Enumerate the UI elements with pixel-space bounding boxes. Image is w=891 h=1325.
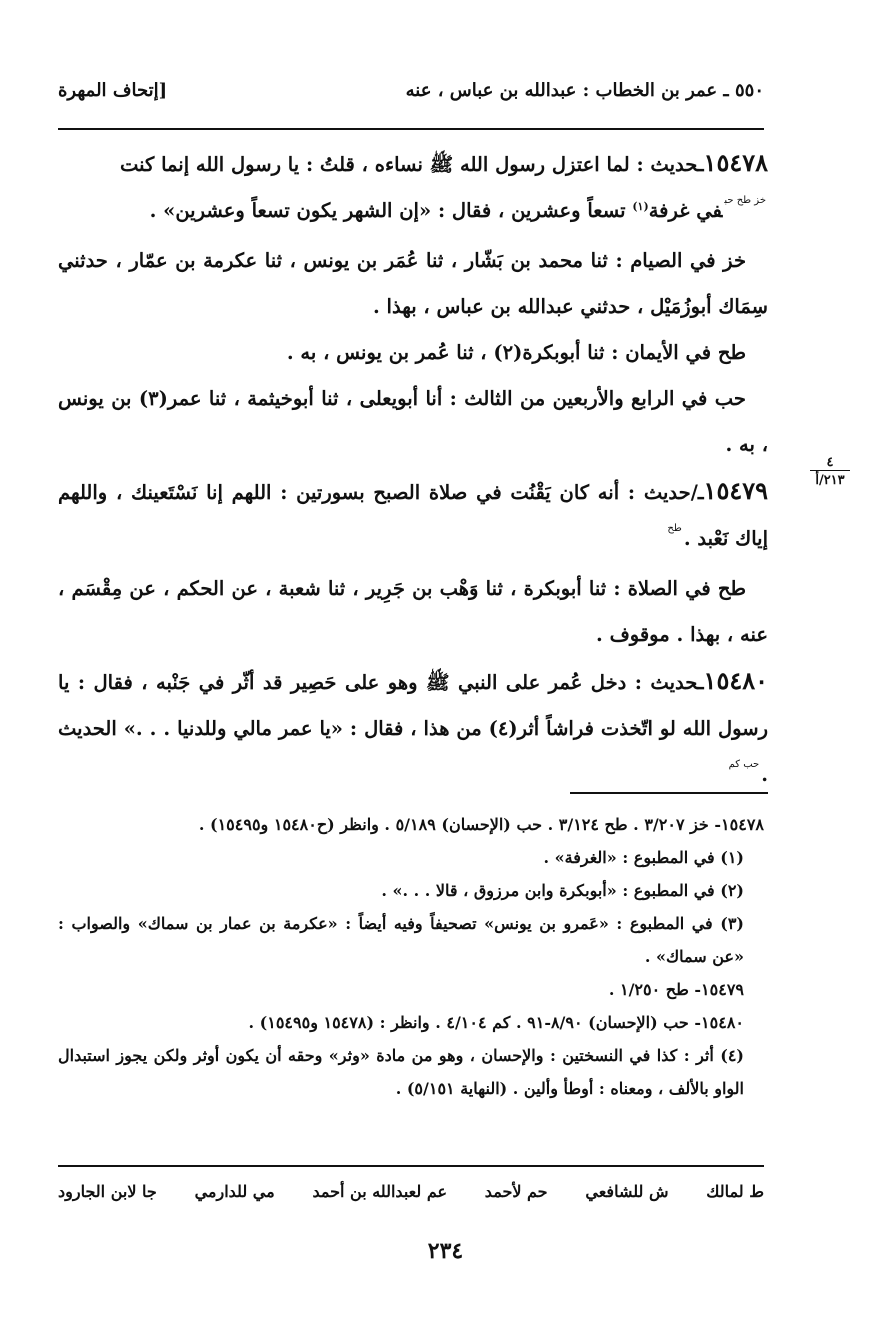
margin-note-bottom: ٢١٣/أ (815, 473, 845, 488)
entry-heading-text: ـحديث : لما اعتزل رسول الله ﷺ نساءه ، قلتُ : يا رسول الله إنما كنت (119, 153, 704, 176)
page-number: ٢٣٤ (427, 1238, 464, 1264)
margin-note (800, 455, 860, 488)
header-title: ٥٥٠ ـ عمر بن الخطاب : عبدالله بن عباس ، عنه (405, 80, 764, 101)
entry-heading-cont (58, 188, 768, 238)
entry-heading-text: ـحديث : دخل عُمر على النبي ﷺ وهو على حَصِير قد أثّر في جَنْبه ، فقال : يا رسول الله لو اتّخذت فراشاً أثر(٤) من هذا ، فقال : «يا عمر مالي وللدنيا . . .» الحديث . (58, 671, 768, 786)
abbreviation-item: ط لمالك (706, 1182, 764, 1201)
entry-heading (58, 140, 768, 188)
entry-heading-text: ـ/حديث : أنه كان يَقْنُت في صلاة الصبح بسورتين : اللهم إنا نَسْتَعينك ، واللهم إياك نَعْبد . (58, 481, 768, 550)
entry-heading-text: تسعاً وعشرين ، فقال : «إن الشهر يكون تسعاً وعشرين» . (149, 199, 633, 222)
running-header (58, 80, 764, 114)
source-paragraph: حب في الرابع والأربعين من الثالث : أنا أبويعلى ، ثنا أبوخيثمة ، ثنا عمر(٣) بن يونس ، به . (58, 387, 768, 456)
entry-heading (58, 468, 768, 566)
footnote: ١٥٤٨٠- حب (الإحسان) ٨/٩٠-٩١ . كم ٤/١٠٤ . وانظر : (١٥٤٧٨ و١٥٤٩٥) . (248, 1013, 744, 1032)
abbreviation-item: مي للدارمي (194, 1182, 275, 1201)
footnote: ١٥٤٧٨- خز ٣/٢٠٧ . طح ٣/١٢٤ . حب (الإحسان) ٥/١٨٩ . وانظر (ح١٥٤٨٠ و١٥٤٩٥) . (198, 815, 764, 834)
footnote: (٢) في المطبوع : «أبوبكرة وابن مرزوق ، قالا . . .» . (381, 881, 744, 900)
footnote: (٣) في المطبوع : «عَمرو بن يونس» تصحيفاً وفيه أيضاً : «عكرمة بن عمار بن سماك» والصواب : «عن سماك» . (58, 914, 744, 966)
source-marks: خز طح حب (724, 195, 766, 206)
entry-heading (58, 658, 768, 802)
main-text (58, 140, 768, 802)
entry-number: ١٥٤٧٨ (703, 148, 768, 177)
entry-heading-text: في غرفة (648, 199, 723, 222)
footnote: (١) في المطبوع : «الغرفة» . (543, 848, 744, 867)
abbreviation-item: جا لابن الجارود (58, 1182, 157, 1201)
entry-number: ١٥٤٨٠ (703, 666, 768, 695)
abbreviation-key (58, 1182, 764, 1201)
source-marks: حب كم (728, 759, 760, 770)
source-paragraph: طح في الأيمان : ثنا أبوبكرة(٢) ، ثنا عُمر بن يونس ، به . (286, 341, 746, 364)
abbreviation-item: ش للشافعي (585, 1182, 669, 1201)
header-book-name: [إتحاف المهرة (58, 80, 168, 101)
source-paragraph: خز في الصيام : ثنا محمد بن بَشّار ، ثنا عُمَر بن يونس ، ثنا عكرمة بن عمّار ، حدثني سِمَاك أبوزُمَيْل ، حدثني عبدالله بن عباس ، بهذا . (58, 249, 768, 318)
entry-number: ١٥٤٧٩ (703, 476, 768, 505)
footnote-rule (570, 792, 768, 794)
margin-note-top: ٤ (810, 455, 850, 471)
abbreviation-item: حم لأحمد (484, 1182, 548, 1201)
abbreviation-rule (58, 1165, 764, 1167)
source-marks: طح (667, 523, 682, 534)
footnote-ref: (١) (632, 200, 649, 213)
abbreviation-item: عم لعبدالله بن أحمد (312, 1182, 448, 1201)
footnotes (58, 808, 764, 1105)
footnote: (٤) أثر : كذا في النسختين : والإحسان ، وهو من مادة «وثر» وحقه أن يكون أوثر ولكن يجوز استبدال الواو بالألف ، ومعناه : أوطأ وألين . (النهاية ٥/١٥١) . (58, 1046, 744, 1098)
header-rule (58, 128, 764, 130)
footnote: ١٥٤٧٩- طح ١/٢٥٠ . (608, 980, 744, 999)
source-paragraph: طح في الصلاة : ثنا أبوبكرة ، ثنا وَهْب بن جَرِير ، ثنا شعبة ، عن الحكم ، عن مِقْسَم ، عنه ، بهذا . موقوف . (58, 577, 768, 646)
